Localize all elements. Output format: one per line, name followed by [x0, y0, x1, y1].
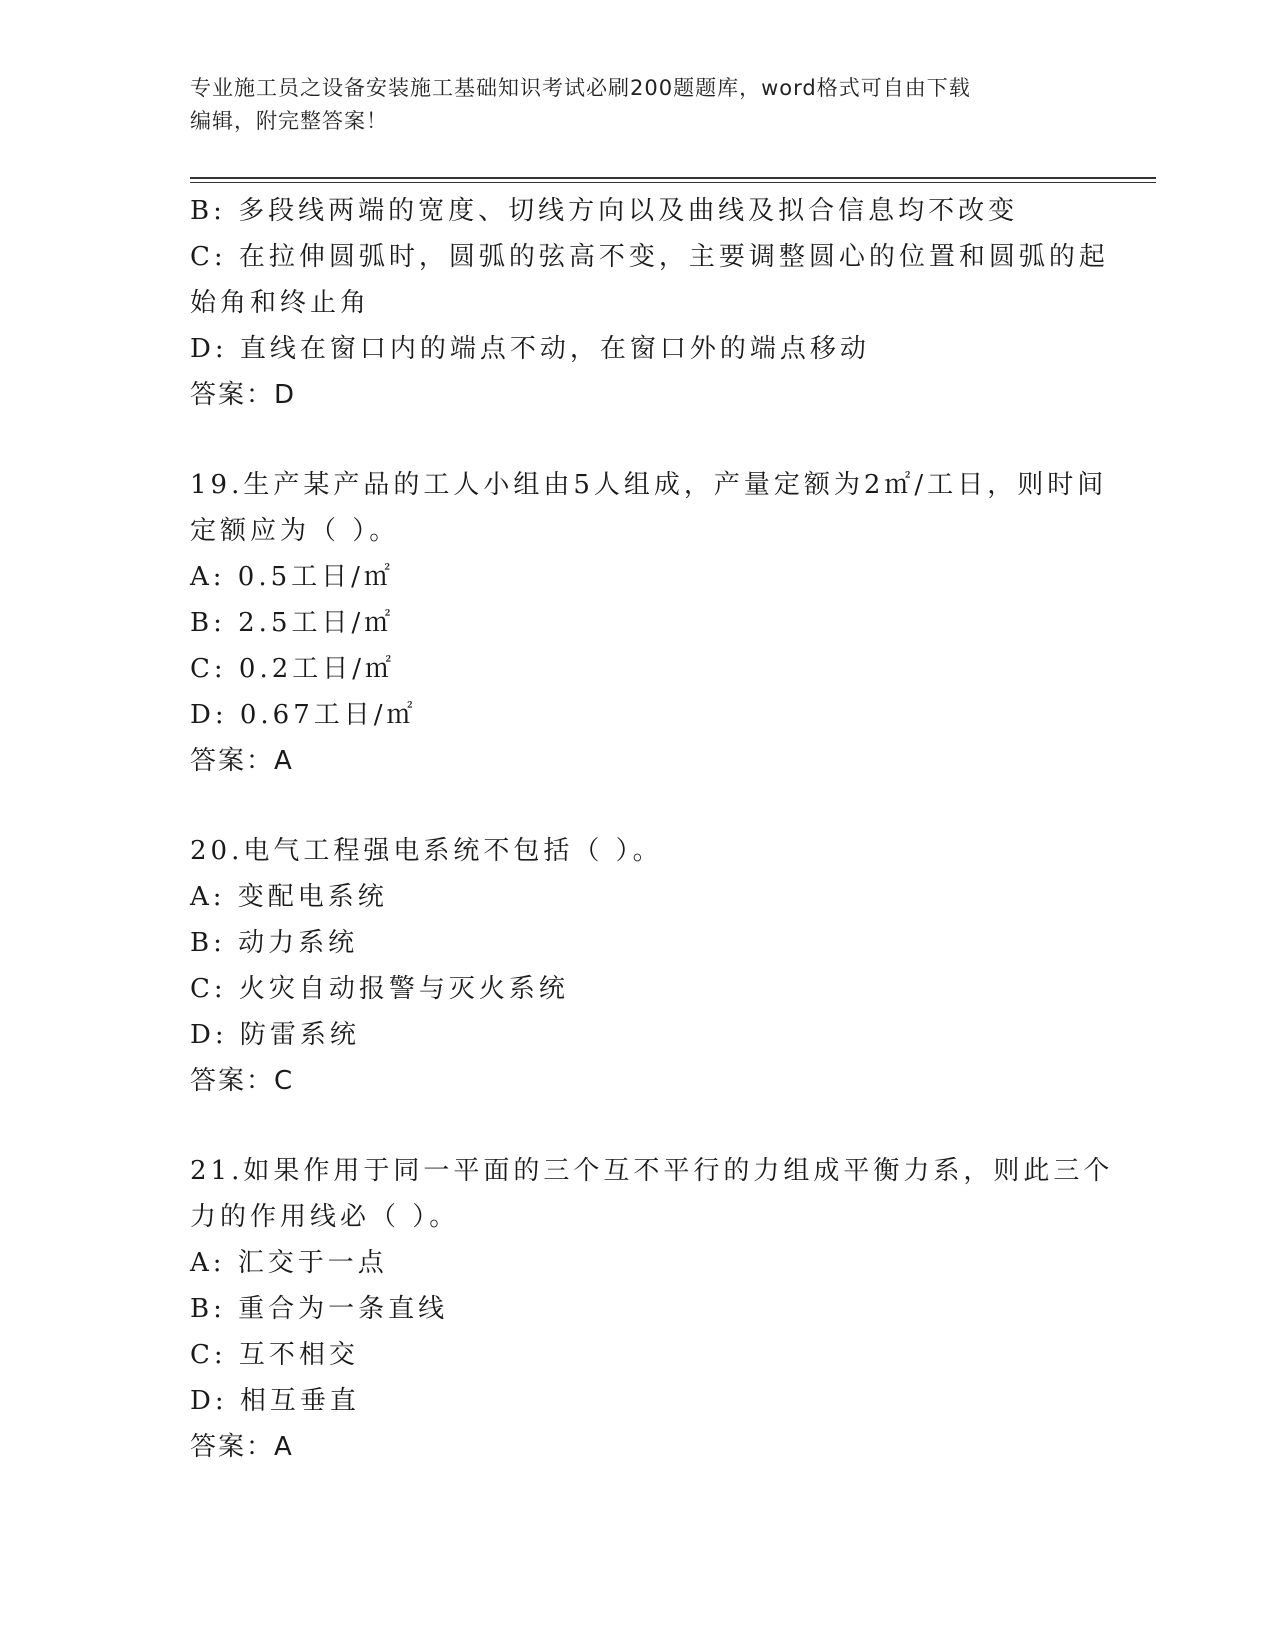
option-a: A: 0.5工日/㎡ [190, 562, 394, 592]
option-b: B: 多段线两端的宽度、切线方向以及曲线及拟合信息均不改变 [190, 196, 1019, 226]
header-divider-thin [190, 182, 1156, 183]
answer-line: 答案：D [190, 380, 297, 410]
answer-line: 答案：C [190, 1066, 295, 1096]
question-block-20 [190, 828, 1090, 1104]
option-c: C: 0.2工日/㎡ [190, 654, 396, 684]
option-b: B: 2.5工日/㎡ [190, 608, 395, 638]
option-c-continued: 始角和终止角 [190, 288, 371, 318]
option-a: A: 汇交于一点 [190, 1248, 388, 1278]
option-c: C: 火灾自动报警与灭火系统 [190, 974, 569, 1004]
question-stem-continued: 力的作用线必（ ）。 [190, 1202, 460, 1232]
option-c: C: 在拉伸圆弧时，圆弧的弦高不变，主要调整圆心的位置和圆弧的起 [190, 242, 1109, 272]
option-b: B: 动力系统 [190, 928, 359, 958]
option-d: D: 直线在窗口内的端点不动，在窗口外的端点移动 [190, 334, 870, 364]
header-title-line-1: 专业施工员之设备安装施工基础知识考试必刷200题题库，word格式可自由下载 [190, 76, 971, 100]
question-stem: 20.电气工程强电系统不包括（ ）。 [190, 836, 663, 866]
question-block-21 [190, 1148, 1114, 1470]
question-content [190, 188, 1114, 1514]
question-stem-continued: 定额应为（ ）。 [190, 516, 400, 546]
option-b: B: 重合为一条直线 [190, 1294, 449, 1324]
question-stem: 21.如果作用于同一平面的三个互不平行的力组成平衡力系，则此三个 [190, 1156, 1114, 1186]
header-divider-thick [190, 177, 1156, 179]
question-block-18-continued [190, 188, 1109, 418]
document-header [190, 72, 1090, 138]
header-title-line-2: 编辑，附完整答案！ [190, 109, 388, 133]
option-d: D: 防雷系统 [190, 1020, 360, 1050]
option-d: D: 0.67工日/㎡ [190, 700, 417, 730]
answer-line: 答案：A [190, 746, 294, 776]
option-a: A: 变配电系统 [190, 882, 388, 912]
option-d: D: 相互垂直 [190, 1386, 360, 1416]
question-block-19 [190, 462, 1108, 784]
question-stem: 19.生产某产品的工人小组由5人组成，产量定额为2㎡/工日，则时间 [190, 470, 1108, 500]
answer-line: 答案：A [190, 1432, 294, 1462]
option-c: C: 互不相交 [190, 1340, 359, 1370]
